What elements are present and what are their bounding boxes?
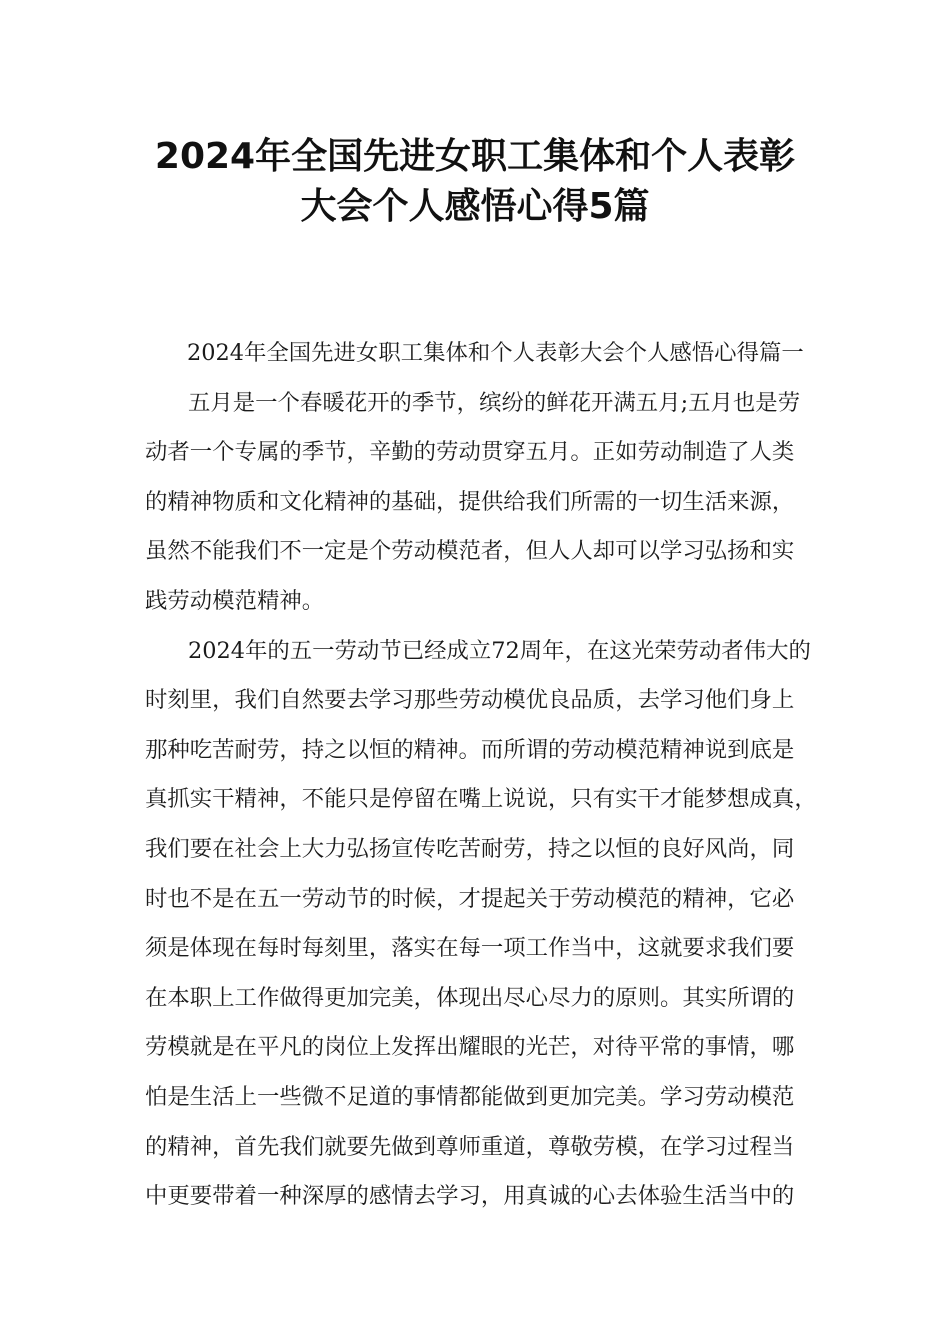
document-title-line-1: 2024年全国先进女职工集体和个人表彰	[154, 136, 796, 177]
paragraph-line: 怕是生活上一些微不足道的事情都能做到更加完美。学习劳动模范	[145, 1083, 795, 1110]
paragraph-1	[145, 379, 825, 627]
paragraph-line: 真抓实干精神，不能只是停留在嘴上说说，只有实干才能梦想成真，	[145, 786, 817, 813]
paragraph-line: 须是体现在每时每刻里，落实在每一项工作当中，这就要求我们要	[145, 935, 795, 962]
paragraph-line: 在本职上工作做得更加完美，体现出尽心尽力的原则。其实所谓的	[145, 984, 795, 1011]
paragraph-line: 我们要在社会上大力弘扬宣传吃苦耐劳，持之以恒的良好风尚，同	[145, 835, 795, 862]
paragraph-line: 五月是一个春暖花开的季节，缤纷的鲜花开满五月;五月也是劳	[188, 389, 801, 416]
section-heading-text: 2024年全国先进女职工集体和个人表彰大会个人感悟心得篇一	[187, 340, 804, 366]
paragraph-2	[145, 627, 825, 1222]
paragraph-line: 2024年的五一劳动节已经成立72周年，在这光荣劳动者伟大的	[188, 637, 811, 664]
paragraph-line: 动者一个专属的季节，辛勤的劳动贯穿五月。正如劳动制造了人类	[145, 439, 795, 466]
paragraph-line: 那种吃苦耐劳，持之以恒的精神。而所谓的劳动模范精神说到底是	[145, 736, 795, 763]
paragraph-line: 践劳动模范精神。	[145, 587, 325, 614]
document-title-line-2: 大会个人感悟心得5篇	[300, 186, 650, 227]
paragraph-line: 时刻里，我们自然要去学习那些劳动模优良品质，去学习他们身上	[145, 687, 795, 714]
section-heading	[145, 329, 825, 379]
paragraph-line: 的精神，首先我们就要先做到尊师重道，尊敬劳模，在学习过程当	[145, 1133, 795, 1160]
paragraph-line: 的精神物质和文化精神的基础，提供给我们所需的一切生活来源，	[145, 488, 795, 515]
paragraph-line: 劳模就是在平凡的岗位上发挥出耀眼的光芒，对待平常的事情，哪	[145, 1034, 795, 1061]
paragraph-line: 中更要带着一种深厚的感情去学习，用真诚的心去体验生活当中的	[145, 1183, 795, 1210]
document-body	[145, 329, 825, 1222]
paragraph-line: 时也不是在五一劳动节的时候，才提起关于劳动模范的精神，它必	[145, 885, 795, 912]
paragraph-line: 虽然不能我们不一定是个劳动模范者，但人人却可以学习弘扬和实	[145, 538, 795, 565]
